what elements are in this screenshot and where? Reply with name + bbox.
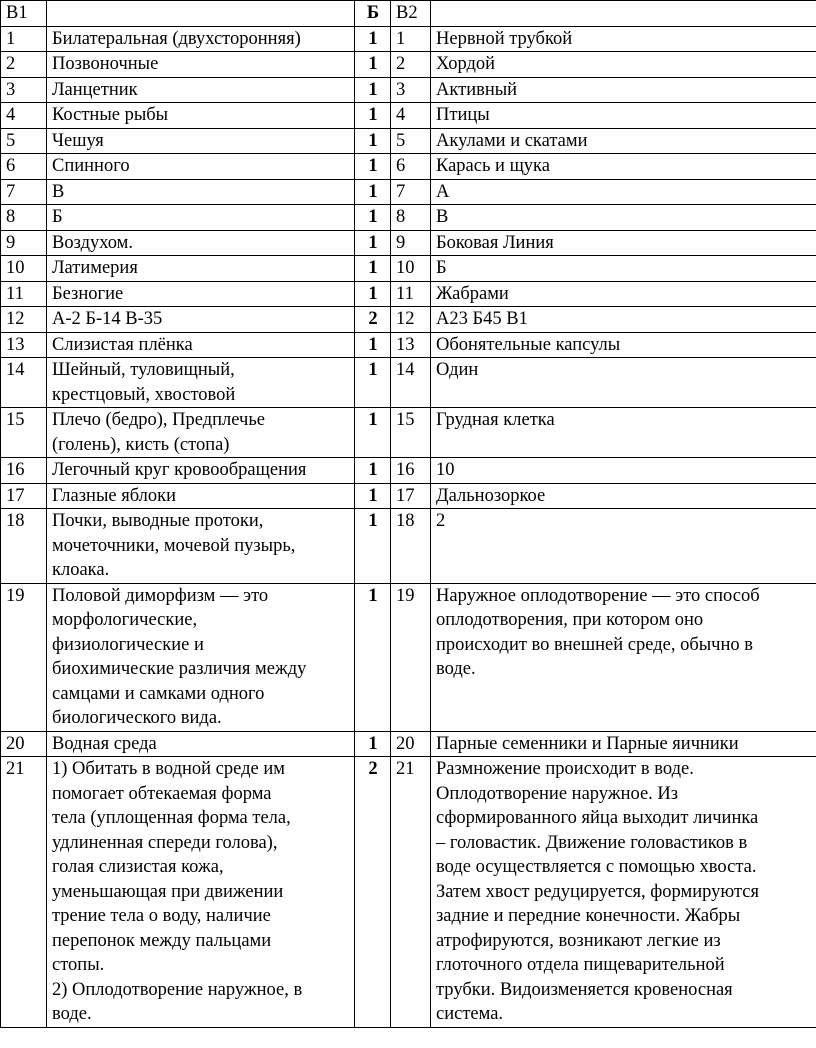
answer-b2: Активный [431,77,816,103]
question-number-b1: 21 [1,757,47,1028]
score-value: 1 [355,26,391,52]
score-value: 1 [355,509,391,584]
table-row [1,458,816,484]
header-b1: В1 [1,1,47,27]
answer-b1: Чешуя [47,128,355,154]
answer-b1: Легочный круг кровообращения [47,458,355,484]
answer-b2: Акулами и скатами [431,128,816,154]
question-number-b1: 15 [1,408,47,458]
question-number-b1: 19 [1,583,47,731]
table-row [1,358,816,408]
score-value: 1 [355,583,391,731]
table-row [1,154,816,180]
table-row [1,128,816,154]
question-number-b1: 9 [1,230,47,256]
answer-b1: Половой диморфизм — это морфологические, физиологические и биохимические различия между самцами и самками одного биологического вида. [47,583,355,731]
table-row [1,230,816,256]
answer-b1: Латимерия [47,256,355,282]
header-row [1,1,816,27]
question-number-b2: 7 [391,179,431,205]
table-row [1,332,816,358]
question-number-b1: 2 [1,52,47,78]
question-number-b1: 16 [1,458,47,484]
answer-b1: Воздухом. [47,230,355,256]
answer-b2: Дальнозоркое [431,483,816,509]
table-row [1,757,816,1028]
score-value: 1 [355,230,391,256]
question-number-b1: 3 [1,77,47,103]
answer-b1: Спинного [47,154,355,180]
question-number-b2: 9 [391,230,431,256]
question-number-b2: 13 [391,332,431,358]
score-value: 1 [355,103,391,129]
answer-b2: В [431,205,816,231]
score-value: 1 [355,77,391,103]
question-number-b1: 1 [1,26,47,52]
question-number-b2: 12 [391,307,431,333]
score-value: 1 [355,281,391,307]
answer-b1: Слизистая плёнка [47,332,355,358]
table-row [1,307,816,333]
answer-b1: Шейный, туловищный, крестцовый, хвостовой [47,358,355,408]
score-value: 1 [355,154,391,180]
answer-b2: Карась и щука [431,154,816,180]
question-number-b2: 17 [391,483,431,509]
answer-b2: Парные семенники и Парные яичники [431,731,816,757]
answer-b2: Жабрами [431,281,816,307]
score-value: 2 [355,307,391,333]
answer-b2: Наружное оплодотворение — это способ оплодотворения, при котором оно происходит во внешней среде, обычно в воде. [431,583,816,731]
table-row [1,179,816,205]
score-value: 1 [355,256,391,282]
answer-b2: 2 [431,509,816,584]
question-number-b1: 12 [1,307,47,333]
answer-b1: Почки, выводные протоки, мочеточники, мочевой пузырь, клоака. [47,509,355,584]
question-number-b2: 3 [391,77,431,103]
question-number-b1: 11 [1,281,47,307]
question-number-b1: 17 [1,483,47,509]
answer-b1: В [47,179,355,205]
question-number-b1: 10 [1,256,47,282]
score-value: 1 [355,731,391,757]
answer-b1: Водная среда [47,731,355,757]
answer-b1: Глазные яблоки [47,483,355,509]
question-number-b2: 10 [391,256,431,282]
table-row [1,77,816,103]
score-value: 1 [355,458,391,484]
score-value: 1 [355,52,391,78]
score-value: 1 [355,483,391,509]
table-row [1,52,816,78]
question-number-b2: 4 [391,103,431,129]
answer-b2: Размножение происходит в воде. Оплодотворение наружное. Из сформированного яйца выходит личинка – головастик. Движение головастиков в воде осуществляется с помощью хвоста. Затем хвост редуцируется, формируются задние и передние конечности. Жабры атрофируются, возникают легкие из глоточного отдела пищеварительной трубки. Видоизменяется кровеносная система. [431,757,816,1028]
question-number-b2: 18 [391,509,431,584]
table-row [1,26,816,52]
question-number-b1: 20 [1,731,47,757]
question-number-b1: 13 [1,332,47,358]
question-number-b2: 15 [391,408,431,458]
question-number-b1: 7 [1,179,47,205]
answer-b2: А23 Б45 В1 [431,307,816,333]
score-value: 1 [355,128,391,154]
question-number-b1: 5 [1,128,47,154]
header-b1-answer [47,1,355,27]
table-row [1,281,816,307]
question-number-b1: 4 [1,103,47,129]
table-row [1,408,816,458]
score-value: 1 [355,358,391,408]
question-number-b2: 8 [391,205,431,231]
question-number-b2: 1 [391,26,431,52]
answer-b2: 10 [431,458,816,484]
answer-b1: Костные рыбы [47,103,355,129]
answer-b2: Птицы [431,103,816,129]
answer-b2: Один [431,358,816,408]
table-row [1,583,816,731]
question-number-b2: 21 [391,757,431,1028]
table-row [1,731,816,757]
answer-b1: Б [47,205,355,231]
answer-b1: Ланцетник [47,77,355,103]
header-score: Б [355,1,391,27]
table-row [1,205,816,231]
question-number-b1: 6 [1,154,47,180]
question-number-b2: 16 [391,458,431,484]
question-number-b1: 14 [1,358,47,408]
answer-b1: 1) Обитать в водной среде им помогает обтекаемая форма тела (уплощенная форма тела, удлиненная спереди голова), голая слизистая кожа, уменьшающая при движении трение тела о воду, наличие перепонок между пальцами стопы. 2) Оплодотворение наружное, в воде. [47,757,355,1028]
question-number-b2: 11 [391,281,431,307]
table-row [1,483,816,509]
question-number-b2: 2 [391,52,431,78]
header-b2: В2 [391,1,431,27]
answer-b1: Безногие [47,281,355,307]
table-row [1,256,816,282]
score-value: 1 [355,332,391,358]
question-number-b1: 8 [1,205,47,231]
answer-b1: Билатеральная (двухсторонняя) [47,26,355,52]
question-number-b2: 14 [391,358,431,408]
score-value: 1 [355,179,391,205]
question-number-b2: 6 [391,154,431,180]
answer-b1: Позвоночные [47,52,355,78]
answer-b2: Хордой [431,52,816,78]
table-row [1,103,816,129]
question-number-b2: 19 [391,583,431,731]
answer-b2: А [431,179,816,205]
question-number-b2: 5 [391,128,431,154]
answer-b2: Б [431,256,816,282]
question-number-b2: 20 [391,731,431,757]
header-b2-answer [431,1,816,27]
answer-b1: Плечо (бедро), Предплечье (голень), кисть (стопа) [47,408,355,458]
answer-b2: Боковая Линия [431,230,816,256]
question-number-b1: 18 [1,509,47,584]
score-value: 1 [355,408,391,458]
score-value: 1 [355,205,391,231]
answer-b2: Обонятельные капсулы [431,332,816,358]
answer-b1: А-2 Б-14 В-35 [47,307,355,333]
answer-b2: Нервной трубкой [431,26,816,52]
table-row [1,509,816,584]
score-value: 2 [355,757,391,1028]
answer-b2: Грудная клетка [431,408,816,458]
